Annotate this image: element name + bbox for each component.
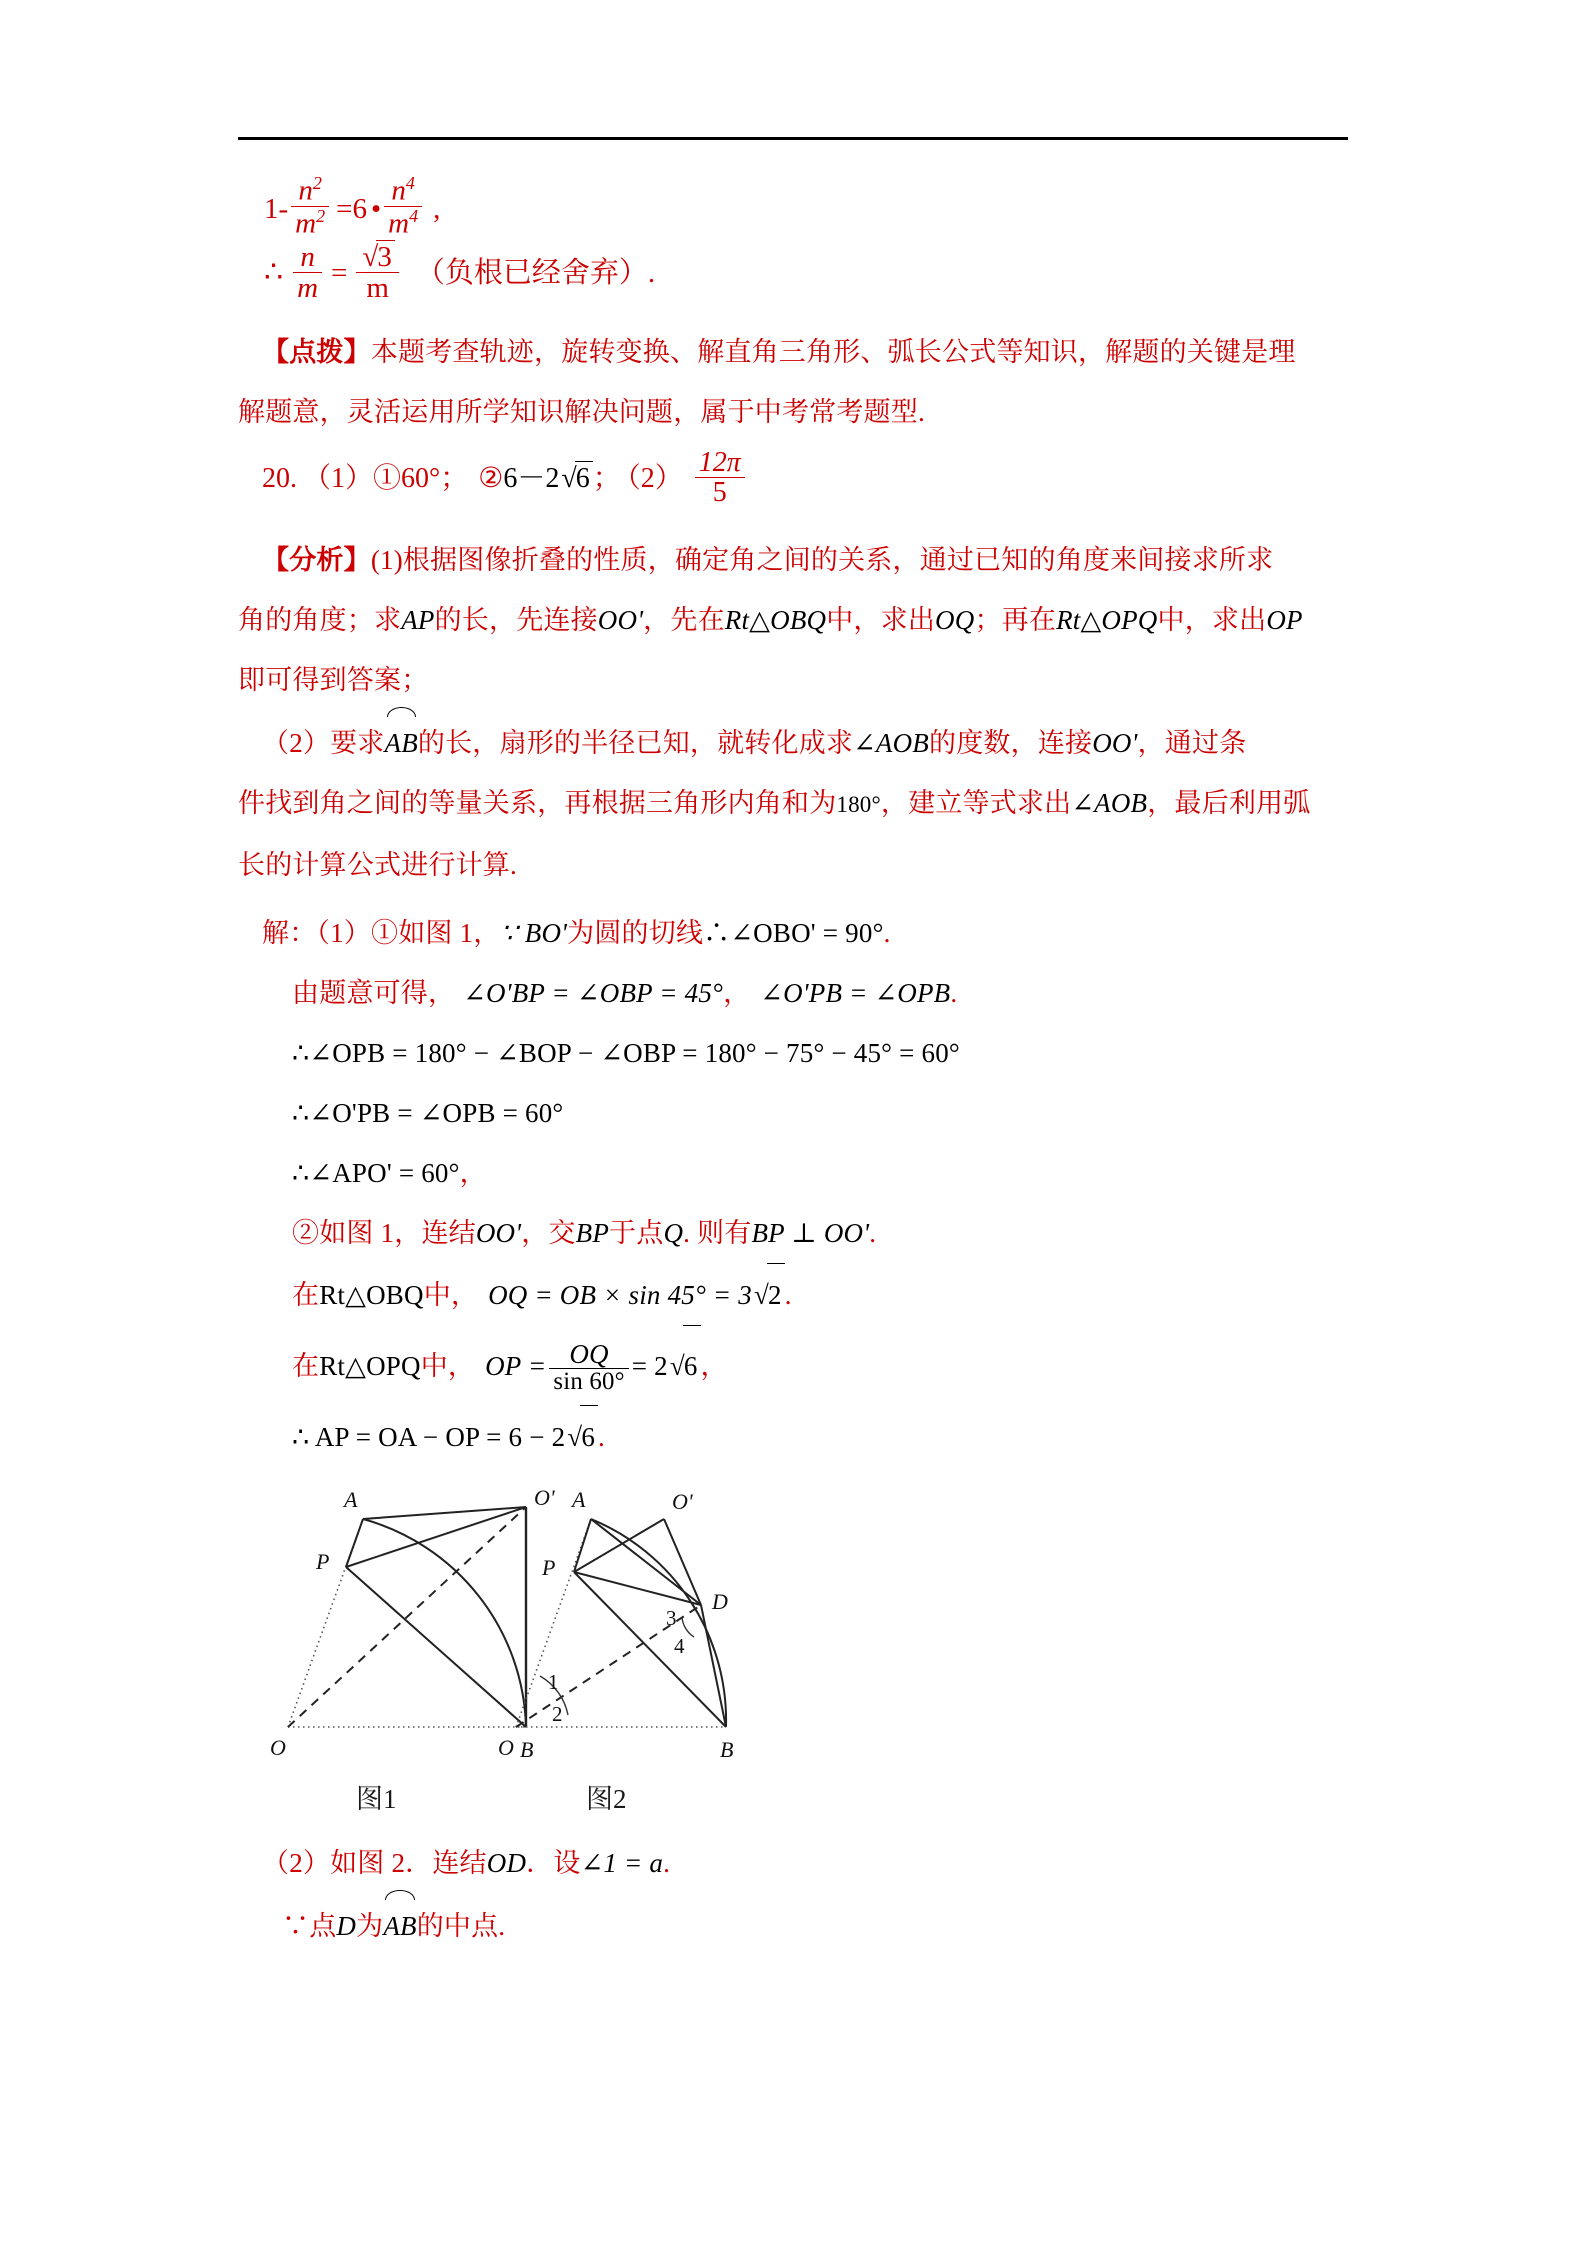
fenxi-text-4d: ，通过条 [1137,728,1247,758]
fenxi-tag: 【分析】 [262,545,371,575]
math-AP: AP [401,605,435,635]
solution-text-8a: 在 [292,1351,320,1381]
math-angle-OPB-calc: ∴∠OPB = 180° − ∠BOP − ∠OBP = 180° − 75° − 45° = 60° [292,1038,960,1068]
part2-text-2a: ∵点 [282,1911,337,1941]
math-180deg: 180° [836,792,881,817]
math-Rt-OPQ: Rt△OPQ [1056,605,1158,635]
fig2-segment-A-to-D [591,1519,701,1605]
math-angle-APO-60: ∴∠APO' = 60° [292,1158,460,1188]
dianbo-text-line2: 解题意，灵活运用所学知识解决问题，属于中考常考题型. [238,397,925,427]
fenxi-line-6 [238,835,1358,895]
math-D: D [336,1911,357,1941]
document-content [238,160,1358,1956]
part2-text-1b: ．设 [526,1848,581,1878]
solution-text-2a: 由题意可得， [292,978,456,1008]
part2-text-1a: （2）如图 2．连结 [262,1848,487,1878]
fenxi-text-5c: ，最后利用弧 [1147,788,1311,818]
eq2-equals: = [331,257,348,290]
solution-text-6b: ，交 [521,1218,576,1248]
fig1-label-P: P [316,1549,330,1574]
math-OP: OP [1266,605,1303,635]
fig2-segment-DB [701,1605,726,1727]
solution-text-6a: 如图 1，连结 [319,1218,476,1248]
math-OO-prime-2: OO' [1092,728,1138,758]
solution-line-6 [238,1203,1358,1263]
fenxi-text-2b: 的长，先连接 [434,605,598,635]
part2-text-2c: 的中点. [416,1911,506,1941]
math-equals-2sqrt6: = 2 [631,1351,668,1381]
fenxi-text-1: (1)根据图像折叠的性质，确定角之间的关系，通过已知的角度来间接求所求 [370,545,1274,575]
circled-1: ① [371,918,399,948]
fenxi-text-5b: ，建立等式求出 [880,788,1072,818]
solution-line-8 [238,1325,1358,1405]
fenxi-text-2e: ；再在 [974,605,1057,635]
solution-period-7: . [784,1280,792,1310]
solution-text-7b: 中， [423,1280,479,1310]
solution-comma-5: ， [459,1158,487,1188]
fenxi-text-4b: 的长，扇形的半径已知，就转化成求 [417,728,854,758]
problem-answer-1-2-value: 6－2 [503,462,560,494]
figures-container [238,1477,1358,1777]
fig2-label-D: D [712,1589,728,1614]
fig2-segment-OA [516,1519,591,1727]
math-angle-OPB-60: ∴∠O'PB = ∠OPB = 60° [292,1098,564,1128]
problem-20-answers [238,442,1358,524]
equation-block-1 [238,160,1358,240]
figure-2-caption: 图2 [586,1784,627,1814]
solution-period-2: . [950,978,958,1008]
fig1-label-B: B [520,1737,534,1762]
math-OD: OD [486,1848,527,1878]
math-angle-OBP-45: ∠O'BP = ∠OBP = 45° [463,978,724,1008]
fig2-label-P: P [542,1555,556,1580]
fenxi-line-1 [238,530,1358,590]
dianbo-text-line1: 本题考查轨迹，旋转变换、解直角三角形、弧长公式等知识，解题的关键是理 [370,337,1296,367]
fig2-angle-label-3: 3 [666,1606,677,1630]
fenxi-text-5a: 件找到角之间的等量关系，再根据三角形内角和为 [238,788,837,818]
problem-part2-label: （2） [626,462,683,494]
fig2-angle-label-1: 1 [548,1670,559,1694]
sqrt-6-icon-3: √6 [565,1405,598,1467]
math-Rt-OBQ-2: Rt△OBQ [319,1280,424,1310]
solution-line-7 [238,1263,1358,1325]
equation-block-2 [238,240,1358,318]
problem-number: 20. [262,462,297,494]
fig2-label-B: B [720,1737,734,1762]
solution-line-1 [238,903,1358,963]
math-BO-prime: ∵ BO' [500,918,568,948]
math-Q: Q [663,1218,684,1248]
fenxi-text-3: 即可得到答案； [238,665,429,695]
solution-text-7a: 在 [292,1280,320,1310]
math-BP: BP [575,1218,610,1248]
solution-comma-8: ， [700,1351,728,1381]
dianbo-paragraph-cont [238,382,1358,442]
fig2-label-A: A [572,1487,586,1512]
sqrt-6-icon: √6 [559,461,592,495]
solution-line-9 [238,1405,1358,1467]
fig1-label-O: O [270,1735,286,1760]
problem-answer-1-2-prefix: ② [478,462,504,494]
sqrt-2-icon: √2 [752,1263,785,1325]
eq2-fraction-nm: $\frac{n}{m}$ [293,242,322,304]
therefore-symbol: ∴ [264,256,284,290]
fenxi-text-4c: 的度数，连接 [929,728,1093,758]
dianbo-paragraph [238,322,1358,382]
fig2-segment-PB [574,1572,726,1727]
figure-2-diagram [486,1477,816,1767]
problem-part1-label: （1） [303,462,374,494]
math-OO-prime: OO' [597,605,644,635]
solution-text-1a: 如图 1， [398,918,501,948]
solution-period-1: . [883,918,891,948]
math-angle-AOB: ∠AOB [853,728,930,758]
problem-answer-1-2-suffix: ； [592,462,621,494]
solution-text-1b: 为圆的切线 [567,918,704,948]
eq1-fraction-right: $\frac{n^4}{m^4}$ [384,174,422,239]
part2-line-2 [238,1893,1358,1956]
fig1-label-O-prime: O' [534,1485,555,1510]
math-Rt-OBQ: Rt△OBQ [724,605,827,635]
header-rule [238,137,1348,140]
fenxi-line-2 [238,590,1358,650]
arc-AB-icon: AB [385,710,418,773]
eq2-note: （负根已经舍弃）. [415,257,656,290]
fenxi-text-2f: 中，求出 [1157,605,1267,635]
problem-answer-1-1: ①60°； [373,462,469,494]
fenxi-text-2a: 角的角度；求 [238,605,402,635]
fig2-label-O: O [498,1735,514,1760]
part2-text-2b: 为 [356,1911,384,1941]
eq2-fraction-sqrt3-3: $\frac{√3}{m}$ [356,240,398,304]
math-OQ-calc: OQ = OB × sin 45° = 3 [488,1280,752,1310]
fenxi-line-4 [238,710,1358,773]
solution-period-9: . [598,1422,605,1452]
math-OQ: OQ [935,605,975,635]
fenxi-text-4a: （2）要求 [262,728,385,758]
solution-line-5 [238,1143,1358,1203]
fenxi-line-3 [238,650,1358,710]
solution-text-8b: 中， [420,1351,476,1381]
math-AP-calc: ∴ AP = OA − OP = 6 − 2 [292,1422,566,1452]
solution-period-6: . [869,1218,877,1248]
part2-line-1 [238,1833,1358,1893]
eq1-comma: , [433,192,441,225]
solution-line-4 [238,1083,1358,1143]
fig2-label-O-prime: O' [672,1489,693,1514]
eq1-equals: =6 [336,192,367,225]
solution-text-6d: . 则有 [683,1218,752,1248]
figure-captions [238,1777,1358,1821]
solution-text-6c: 于点 [609,1218,664,1248]
solution-line-3 [238,1023,1358,1083]
fenxi-line-5 [238,773,1358,835]
circled-2: ② [292,1218,320,1248]
figure-1-caption: 图1 [356,1784,397,1814]
math-BP-perp-OO: BP ⊥ OO' [751,1218,870,1248]
dianbo-tag: 【点拨】 [262,337,371,367]
math-angle-OBO-prime: ∴∠OBO' = 90° [703,918,884,948]
sqrt-6-icon-2: √6 [668,1325,701,1405]
math-OO-prime-3: OO' [475,1218,522,1248]
solution-lead: 解：（1） [262,918,371,948]
fig2-segment-Oprime-D [664,1519,701,1605]
math-OP-eq: OP = [485,1351,547,1381]
solution-line-2 [238,963,1358,1023]
arc-AB-icon-2: AB [383,1893,416,1956]
fenxi-text-6: 长的计算公式进行计算. [238,850,517,880]
eq1-lead: 1- [264,192,289,225]
fig2-angle-label-2: 2 [552,1702,563,1726]
fraction-OQ-sin60: $\frac{OQ}{\sin 60^\circ}$ [549,1340,628,1395]
math-angle-OPB-eq: ∠O'PB = ∠OPB [760,978,951,1008]
fig1-label-A: A [344,1487,358,1512]
problem-answer-2-fraction: $\frac{12\pi}{5}$ [695,448,745,508]
eq1-fraction-left: $\frac{n^2}{m^2}$ [291,174,329,239]
fig1-segment-AP [346,1519,363,1567]
fenxi-text-2c: ，先在 [643,605,725,635]
math-angle-AOB-2: ∠AOB [1071,788,1148,818]
part2-period-1: . [663,1848,671,1878]
math-Rt-OPQ-2: Rt△OPQ [319,1351,421,1381]
solution-comma-2: ， [723,978,751,1008]
fig2-angle-label-4: 4 [674,1634,685,1658]
eq1-dot: • [370,192,382,225]
fenxi-text-2d: 中，求出 [826,605,936,635]
math-angle-1-eq-a: ∠1 = a [580,1848,664,1878]
